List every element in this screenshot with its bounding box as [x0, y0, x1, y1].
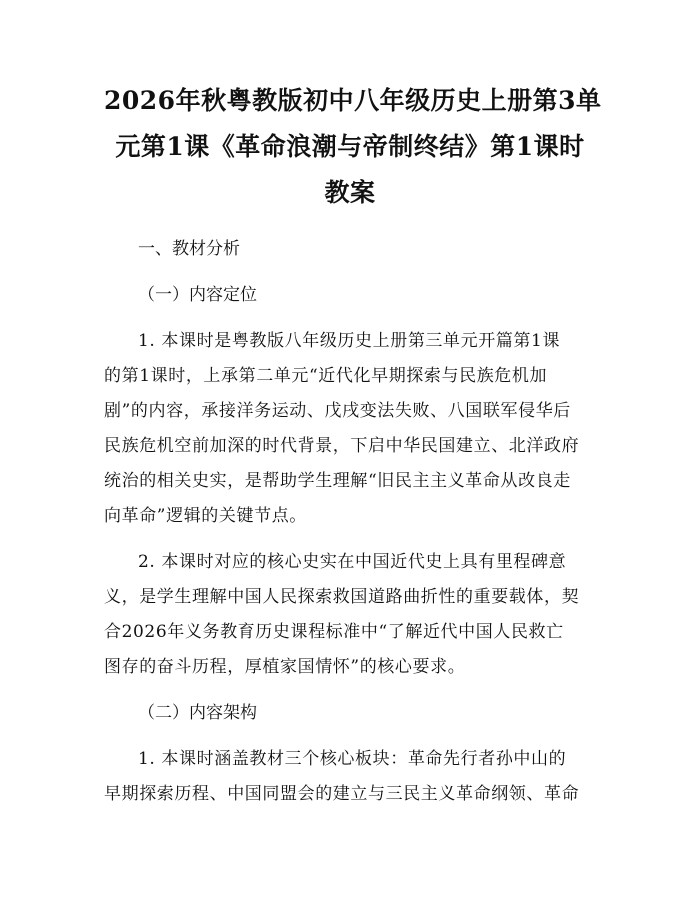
paragraph-positioning-1 [104, 324, 596, 534]
paragraph-line: 早期探索历程、中国同盟会的建立与三民主义革命纲领、革命 [104, 784, 580, 804]
document-title [104, 78, 602, 216]
paragraph-line: 统治的相关史实，是帮助学生理解“旧民主主义革命从改良走 [104, 471, 571, 491]
paragraph-line: 1. 本课时是粤教版八年级历史上册第三单元开篇第1课 [138, 331, 561, 351]
title-line-3: 教案 [324, 178, 376, 207]
document-body [104, 232, 596, 823]
paragraph-line: 1. 本课时涵盖教材三个核心板块：革命先行者孙中山的 [138, 749, 567, 769]
title-line-1: 2026年秋粤教版初中八年级历史上册第3单 [104, 86, 602, 115]
subsection-heading-content-positioning: （一）内容定位 [138, 285, 257, 305]
paragraph-line: 民族危机空前加深的时代背景，下启中华民国建立、北洋政府 [104, 436, 580, 456]
paragraph-line: 2. 本课时对应的核心史实在中国近代史上具有里程碑意 [138, 552, 567, 572]
section-heading-teaching-material-analysis: 一、教材分析 [138, 239, 240, 259]
paragraph-line: 合2026年义务教育历史课程标准中“了解近代中国人民救亡 [104, 622, 564, 642]
paragraph-line: 图存的奋斗历程，厚植家国情怀”的核心要求。 [104, 657, 466, 677]
subsection-heading-content-structure: （二）内容架构 [138, 703, 257, 723]
paragraph-positioning-2 [104, 545, 596, 685]
paragraph-structure-1 [104, 742, 596, 812]
paragraph-line: 义，是学生理解中国人民探索救国道路曲折性的重要载体，契 [104, 587, 580, 607]
title-line-2: 元第1课《革命浪潮与帝制终结》第1课时 [115, 132, 585, 161]
paragraph-line: 向革命”逻辑的关键节点。 [104, 506, 307, 526]
paragraph-line: 的第1课时，上承第二单元“近代化早期探索与民族危机加 [104, 366, 548, 386]
paragraph-line: 剧”的内容，承接洋务运动、戊戌变法失败、八国联军侵华后 [104, 401, 571, 421]
